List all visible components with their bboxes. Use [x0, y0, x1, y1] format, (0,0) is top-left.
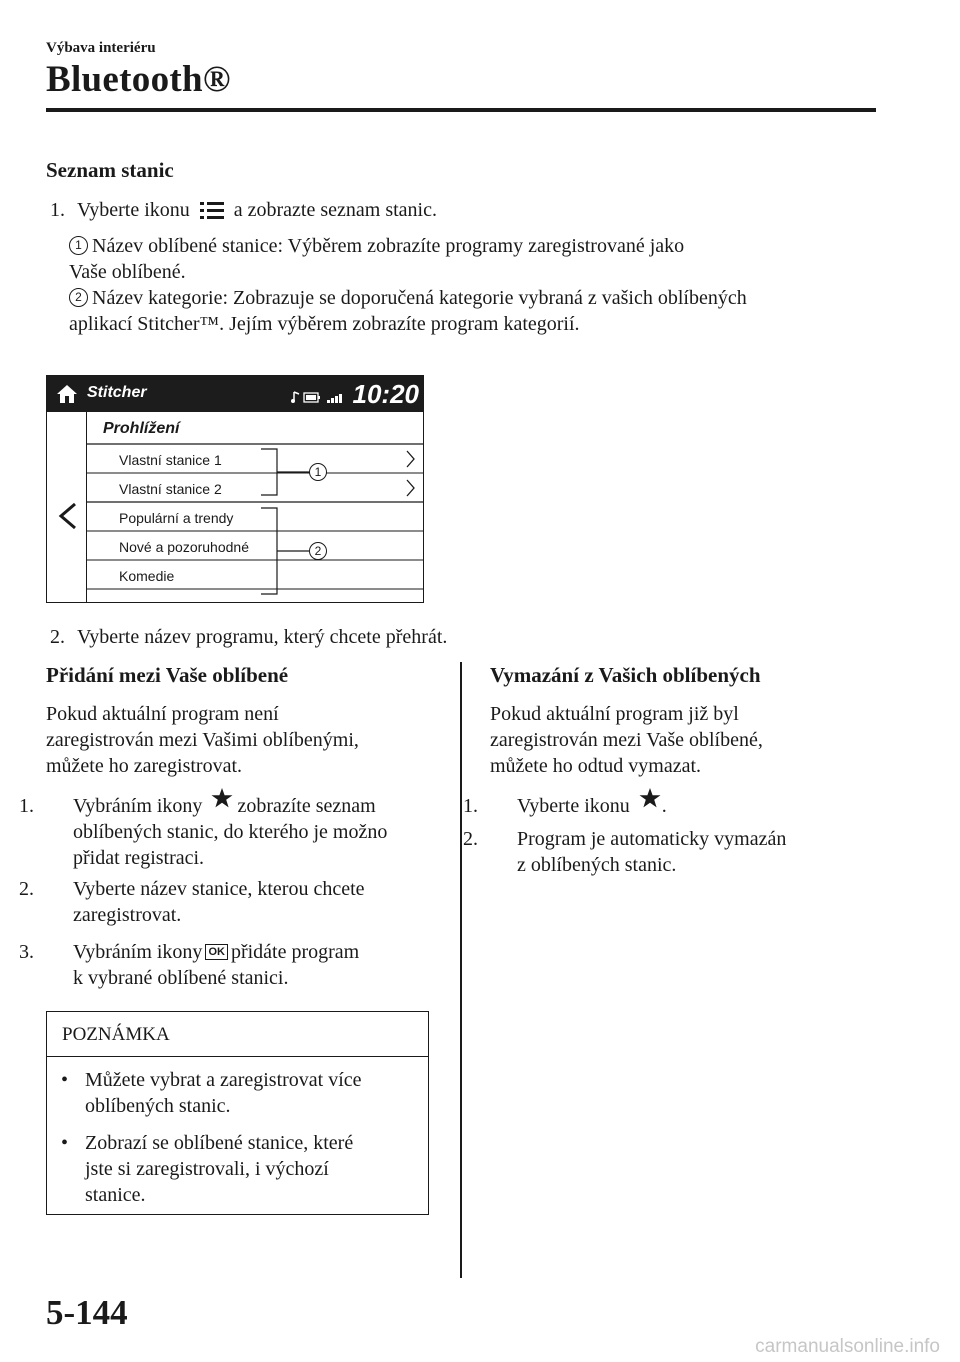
add-favorites-step-3: [19, 939, 473, 991]
add-favorites-step-1: [19, 788, 473, 871]
add-favorites-heading: Přidání mezi Vaše oblíbené: [46, 663, 289, 687]
intro-line: Pokud aktuální program již byl: [490, 703, 739, 725]
step-text: Vybráním ikony: [73, 795, 203, 817]
title-rule: [46, 108, 876, 112]
note-title: POZNÁMKA: [62, 1024, 170, 1045]
step-text: Vyberte ikonu: [517, 795, 630, 817]
step-text: Vyberte název programu, který chcete přehrát.: [77, 626, 448, 648]
step-text: oblíbených stanic, do kterého je možno: [73, 821, 388, 843]
star-icon: [211, 788, 233, 808]
step-text: zaregistrovat.: [73, 904, 182, 926]
step-text: Vyberte ikonu: [77, 199, 190, 221]
step-number: 2.: [463, 828, 478, 850]
intro-line: Pokud aktuální program není: [46, 703, 279, 725]
remove-favorites-step-2: [463, 826, 917, 878]
step-text: přidáte program: [230, 941, 360, 963]
bullet-dot: •: [61, 1132, 69, 1154]
bullet-text: stanice.: [85, 1184, 146, 1206]
callout-marker: 1: [69, 236, 88, 255]
step-text: Program je automaticky vymazán: [517, 828, 787, 850]
intro-line: zaregistrován mezi Vašimi oblíbenými,: [46, 729, 359, 751]
list-icon: [199, 200, 225, 222]
step-text: a zobrazte seznam stanic.: [233, 199, 437, 221]
star-icon: [639, 788, 661, 808]
stitcher-screen: [46, 375, 424, 603]
step-number: 1.: [463, 795, 478, 817]
callout-1: 1: [309, 463, 327, 481]
station-list-step-2: [50, 624, 447, 650]
screen-browse-title: Prohlížení: [103, 420, 180, 437]
list-item[interactable]: Komedie: [119, 568, 175, 584]
bullet-text: jste si zaregistrovali, i výchozí: [85, 1158, 329, 1180]
remove-favorites-intro: [490, 701, 890, 779]
step-text: Vybráním ikony: [73, 941, 203, 963]
item-text: aplikací Stitcher™. Jejím výběrem zobrazíte program kategorií.: [69, 313, 580, 335]
watermark: carmanualsonline.info: [755, 1336, 940, 1357]
step-text: zobrazíte seznam: [237, 795, 376, 817]
list-item[interactable]: Vlastní stanice 1: [119, 452, 222, 468]
station-list-item-1: [69, 233, 869, 285]
list-item[interactable]: Populární a trendy: [119, 510, 234, 526]
intro-line: zaregistrován mezi Vaše oblíbené,: [490, 729, 763, 751]
ok-icon: OK: [205, 944, 228, 960]
callout-2: 2: [309, 542, 327, 560]
note-bullet-2: [61, 1130, 425, 1208]
step-text: Vyberte název stanice, kterou chcete: [73, 878, 365, 900]
add-favorites-step-2: [19, 876, 473, 928]
screen-clock: 10:20: [352, 379, 419, 409]
step-number: 3.: [19, 941, 34, 963]
item-text: Vaše oblíbené.: [69, 261, 186, 283]
remove-favorites-heading: Vymazání z Vašich oblíbených: [490, 663, 761, 687]
page-number: 5-144: [46, 1293, 128, 1332]
step-text: přidat registraci.: [73, 847, 205, 869]
list-item[interactable]: Nové a pozoruhodné: [119, 539, 249, 555]
remove-favorites-step-1: [463, 788, 917, 819]
station-list-heading: Seznam stanic: [46, 158, 174, 182]
step-text: k vybrané oblíbené stanici.: [73, 967, 289, 989]
add-favorites-intro: [46, 701, 446, 779]
bullet-text: Můžete vybrat a zaregistrovat více: [85, 1069, 362, 1091]
note-header: [47, 1012, 428, 1057]
screen-app-name: Stitcher: [87, 384, 147, 401]
bullet-text: oblíbených stanic.: [85, 1095, 231, 1117]
callout-marker: 2: [69, 288, 88, 307]
note-bullet-1: [61, 1067, 425, 1119]
step-number: 1.: [50, 199, 65, 221]
step-number: 2.: [50, 626, 65, 648]
step-text: z oblíbených stanic.: [517, 854, 677, 876]
note-box: [46, 1011, 429, 1215]
step-number: 2.: [19, 878, 34, 900]
bullet-text: Zobrazí se oblíbené stanice, které: [85, 1132, 354, 1154]
station-list-step-1: [50, 197, 437, 223]
bullet-dot: •: [61, 1069, 69, 1091]
station-list-item-2: [69, 285, 889, 337]
step-text: .: [661, 795, 667, 817]
intro-line: můžete ho zaregistrovat.: [46, 755, 243, 777]
screen-list-lines: [47, 376, 423, 602]
step-number: 1.: [19, 795, 34, 817]
list-item[interactable]: Vlastní stanice 2: [119, 481, 222, 497]
intro-line: můžete ho odtud vymazat.: [490, 755, 702, 777]
item-text: Název kategorie: Zobrazuje se doporučená kategorie vybraná z vašich oblíbených: [92, 287, 747, 309]
section-kicker: Výbava interiéru: [46, 40, 156, 56]
item-text: Název oblíbené stanice: Výběrem zobrazíte programy zaregistrované jako: [92, 235, 685, 257]
page-title: Bluetooth®: [46, 59, 231, 100]
